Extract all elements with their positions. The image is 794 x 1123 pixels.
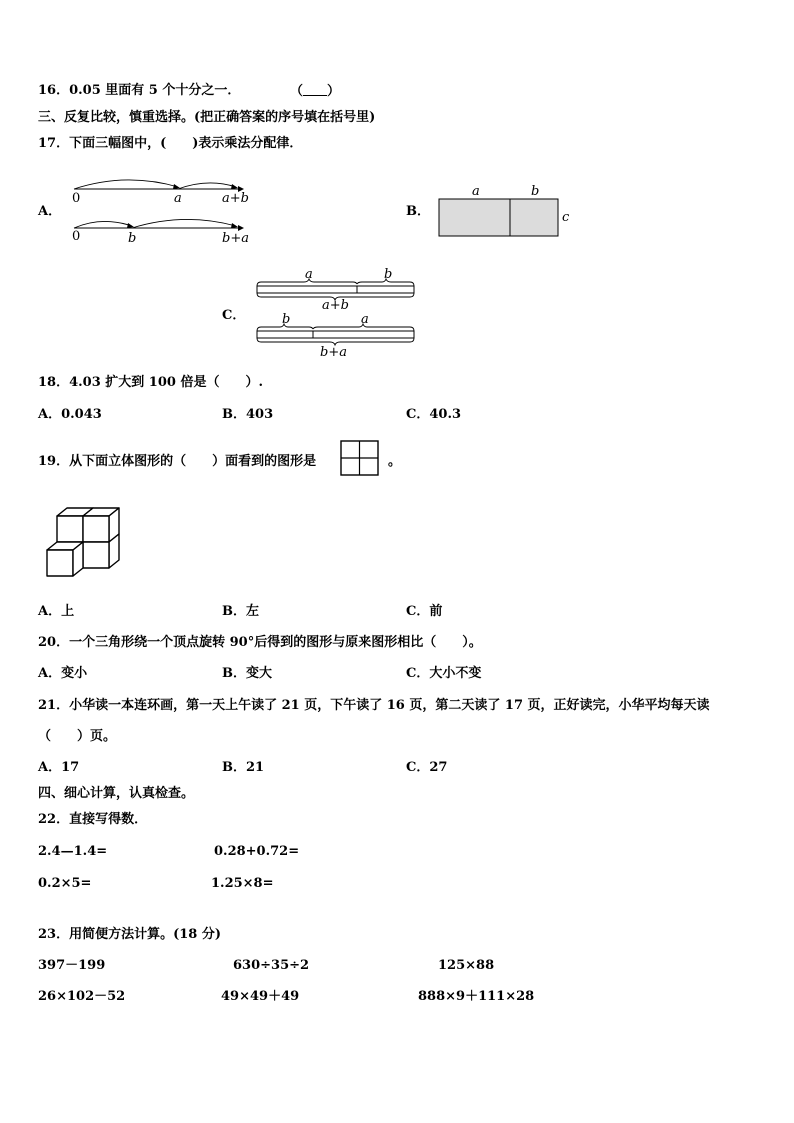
q19-option-b[interactable]: B．左	[222, 604, 259, 619]
fig-a-label-bpa: b+a	[222, 231, 249, 246]
q18-option-b[interactable]: B．403	[222, 407, 274, 422]
fig-c-label-b2: b	[282, 312, 291, 327]
q22-item-4: 1.25×8=	[211, 876, 274, 891]
q17-option-c-label[interactable]: C．	[222, 308, 246, 323]
q17-figure-a	[68, 172, 268, 248]
q18-option-c[interactable]: C．40.3	[406, 407, 462, 422]
q17-option-b-label[interactable]: B．	[406, 204, 430, 219]
q23-item-3: 125×88	[438, 958, 495, 973]
fig-c-label-a2: a	[361, 312, 369, 327]
fig-a-label-apb: a+b	[222, 191, 249, 206]
q23-item-1: 397－199	[38, 958, 106, 973]
q19-option-c[interactable]: C．前	[406, 604, 443, 619]
q19-option-a[interactable]: A．上	[38, 604, 75, 619]
q19-tail: 。	[388, 454, 402, 469]
fig-c-label-sum2: b+a	[320, 345, 347, 360]
q21-option-a[interactable]: A．17	[38, 760, 80, 775]
q20-stem: 20．一个三角形绕一个顶点旋转 90°后得到的图形与原来图形相比（ ）。	[38, 635, 482, 650]
section-3-heading: 三、反复比较，慎重选择。(把正确答案的序号填在括号里)	[38, 110, 376, 125]
q21-option-b[interactable]: B．21	[222, 760, 265, 775]
fig-a-label-b: b	[128, 231, 137, 246]
q21-stem-line-2: （ ）页。	[38, 729, 117, 744]
fig-c-label-a1: a	[305, 267, 313, 282]
q16-text: 16．0.05 里面有 5 个十分之一．	[38, 83, 241, 98]
q17-option-a-label[interactable]: A．	[38, 204, 62, 219]
q21-stem-line-1: 21．小华读一本连环画，第一天上午读了 21 页，下午读了 16 页，第二天读了 17 页，正好读完，小华平均每天读	[38, 698, 710, 713]
fig-a-zero-1: 0	[72, 191, 81, 206]
q23-item-4: 26×102－52	[38, 989, 126, 1004]
q18-stem: 18．4.03 扩大到 100 倍是（ ）.	[38, 375, 263, 390]
section-4-heading: 四、细心计算，认真检查。	[38, 786, 195, 801]
q22-item-3: 0.2×5=	[38, 876, 92, 891]
q22-stem: 22．直接写得数．	[38, 812, 148, 827]
q23-item-6: 888×9＋111×28	[418, 989, 535, 1004]
q16-answer-paren[interactable]: （ ）	[290, 84, 341, 99]
q17-figure-b	[436, 182, 576, 240]
fig-c-label-b1: b	[384, 267, 393, 282]
q23-item-5: 49×49＋49	[221, 989, 300, 1004]
q18-option-a[interactable]: A．0.043	[38, 407, 102, 422]
q20-option-c[interactable]: C．大小不变	[406, 666, 482, 681]
fig-c-label-sum1: a+b	[322, 298, 349, 313]
q20-option-a[interactable]: A．变小	[38, 666, 88, 681]
q17-stem: 17．下面三幅图中，( )表示乘法分配律．	[38, 136, 303, 151]
q21-option-c[interactable]: C．27	[406, 760, 448, 775]
fig-a-label-a: a	[174, 191, 182, 206]
q20-option-b[interactable]: B．变大	[222, 666, 272, 681]
q19-view-grid-figure	[340, 440, 380, 476]
fig-a-zero-2: 0	[72, 229, 81, 244]
q17-figure-c	[254, 264, 420, 360]
fig-b-label-a: a	[472, 184, 480, 199]
q16-line	[38, 83, 341, 99]
q23-stem: 23．用简便方法计算。(18 分)	[38, 927, 222, 942]
q23-item-2: 630÷35÷2	[233, 958, 310, 973]
q22-item-2: 0.28+0.72=	[214, 844, 300, 859]
q19-cube-stack-figure	[40, 506, 124, 582]
q22-item-1: 2.4—1.4=	[38, 844, 108, 859]
fig-b-label-b: b	[531, 184, 540, 199]
q16-blank[interactable]	[303, 83, 327, 96]
fig-b-label-c: c	[562, 210, 570, 225]
q19-stem: 19．从下面立体图形的（ ）面看到的图形是	[38, 454, 317, 469]
